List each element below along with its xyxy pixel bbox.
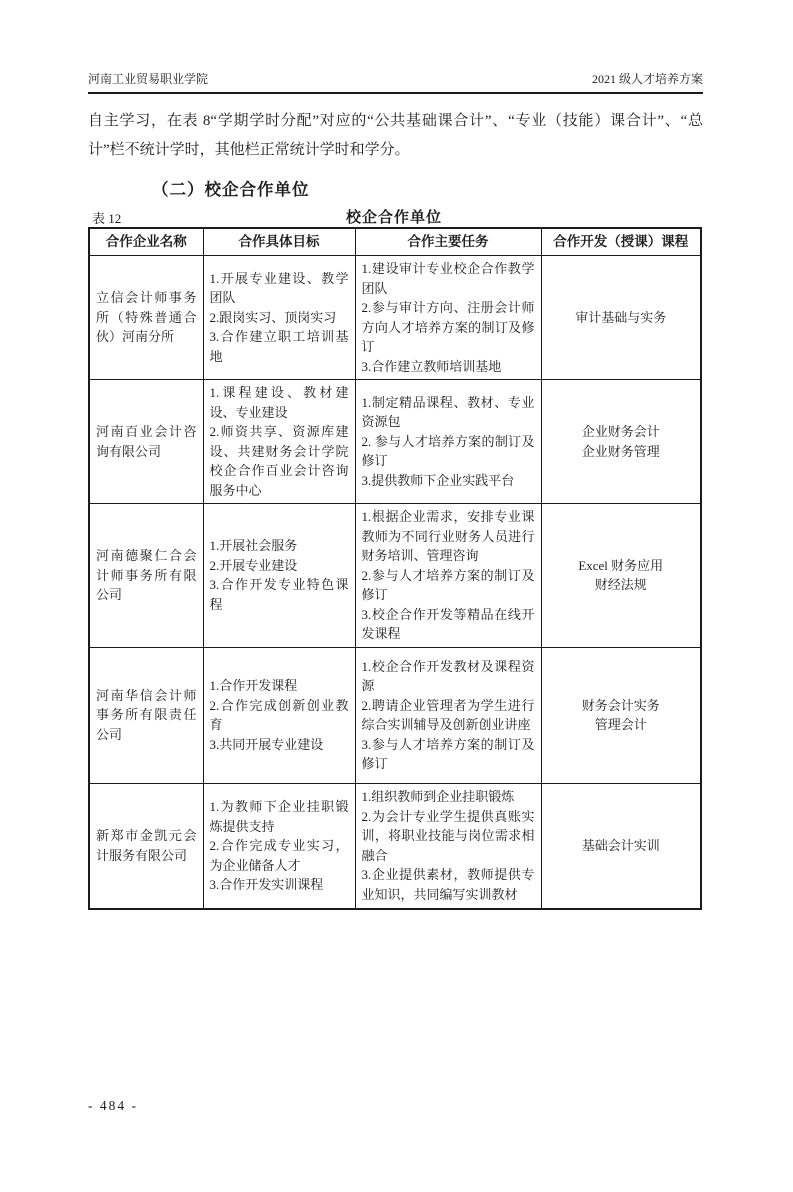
cell-text-line: 2.参与审计方向、注册会计师方向人才培养方案的制订及修订 (361, 300, 535, 354)
column-header: 合作企业名称 (89, 228, 203, 256)
cell-text-line: 2.开展专业建设 (209, 557, 298, 573)
cell-goals (203, 647, 355, 783)
cell-text-line: 基础会计实训 (581, 838, 660, 853)
cell-courses (541, 256, 701, 380)
cell-courses (541, 504, 701, 648)
cell-tasks (355, 256, 541, 380)
cell-text-line: 1.制定精品课程、教材、专业资源包 (361, 394, 535, 430)
column-header: 合作具体目标 (203, 228, 355, 256)
cell-text-line: 企业财务会计 (581, 424, 660, 439)
cell-text-line: 2.跟岗实习、顶岗实习 (209, 309, 337, 325)
cell-courses (541, 647, 701, 783)
column-header: 合作主要任务 (355, 228, 541, 256)
header-school-name: 河南工业贸易职业学院 (88, 72, 209, 86)
cell-company-name (89, 783, 203, 909)
table-row (89, 504, 701, 648)
cell-text-line: 河南华信会计师事务所有限责任公司 (96, 687, 197, 742)
cell-text-line: 3.合作开发实训课程 (209, 877, 324, 892)
cell-text-line: 3.校企合作开发等精品在线开发课程 (361, 606, 535, 641)
cell-text-line: 新郑市金凯元会计服务有限公司 (96, 828, 197, 863)
cell-text-line: 1.开展专业建设、教学团队 (209, 270, 349, 306)
cell-text-line: 1.根据企业需求，安排专业课教师为不同行业财务人员进行财务培训、管理咨询 (361, 509, 535, 563)
cell-text-line: 立信会计师事务所（特殊普通合伙）河南分所 (96, 290, 197, 345)
table-row (89, 783, 701, 909)
cell-text-line: 2.合作完成专业实习，为企业储备人才 (209, 838, 349, 873)
cell-text-line: 1.组织教师到企业挂职锻炼 (361, 789, 515, 805)
column-header: 合作开发（授课）课程 (541, 228, 701, 256)
page (0, 70, 793, 910)
cell-text-line: 河南德聚仁合会计师事务所有限公司 (96, 548, 197, 602)
cell-company-name (89, 647, 203, 783)
cell-text-line: 1.开展社会服务 (209, 538, 298, 554)
cell-company-name (89, 256, 203, 380)
cell-text-line: 财务会计实务 (581, 697, 660, 713)
cell-goals (203, 380, 355, 504)
cell-text-line: 3.参与人才培养方案的制订及修订 (361, 736, 535, 771)
cell-text-line: 1.为教师下企业挂职锻炼提供支持 (209, 799, 349, 834)
cell-text-line: 1.课程建设、教材建设、专业建设 (209, 385, 349, 420)
cell-tasks (355, 380, 541, 504)
cell-text-line: 管理会计 (594, 717, 647, 732)
table-row (89, 380, 701, 504)
table-caption-row (88, 206, 700, 226)
intro-paragraph: 自主学习，在表 8“学期学时分配”对应的“公共基础课合计”、“专业（技能）课合计”、“总计”栏不统计学时，其他栏正常统计学时和学分。 (88, 113, 703, 158)
table-row (89, 256, 701, 380)
cell-text-line: 2.师资共享、资源库建设、共建财务会计学院校企合作百业会计咨询服务中心 (209, 424, 349, 498)
cell-text-line: 企业财务管理 (581, 443, 660, 459)
table-row (89, 647, 701, 783)
cell-tasks (355, 783, 541, 909)
section-heading: （二）校企合作单位 (152, 180, 310, 199)
cell-goals (203, 783, 355, 909)
cell-text-line: 2. 参与人才培养方案的制订及修订 (361, 433, 535, 469)
cell-text-line: 审计基础与实务 (575, 309, 667, 325)
cell-text-line: 3.合作建立职工培训基地 (209, 329, 349, 364)
cell-goals (203, 256, 355, 380)
table-header-row (89, 228, 701, 256)
cell-text-line: 3.提供教师下企业实践平台 (361, 472, 515, 488)
cell-company-name (89, 504, 203, 648)
cell-text-line: 2.聘请企业管理者为学生进行综合实训辅导及创新创业讲座 (361, 697, 535, 732)
cell-text-line: 2.合作完成创新创业教育 (209, 697, 349, 732)
page-header (88, 70, 703, 94)
table-body (89, 256, 701, 910)
cell-goals (203, 504, 355, 648)
cell-company-name (89, 380, 203, 504)
page-number: - 484 - (88, 1098, 138, 1113)
cell-text-line: 2.参与人才培养方案的制订及修订 (361, 567, 535, 602)
table-number-label: 表 12 (92, 211, 122, 226)
table-title: 校企合作单位 (345, 210, 442, 226)
cell-text-line: 河南百业会计咨询有限公司 (96, 424, 197, 459)
cell-text-line: 3.企业提供素材，教师提供专业知识，共同编写实训教材 (361, 867, 535, 902)
cell-text-line: 3.合作开发专业特色课程 (209, 577, 349, 612)
cell-tasks (355, 647, 541, 783)
cell-courses (541, 380, 701, 504)
cell-text-line: 2.为会计专业学生提供真账实训，将职业技能与岗位需求相融合 (361, 808, 535, 863)
header-program-name: 2021 级人才培养方案 (591, 72, 703, 86)
cell-tasks (355, 504, 541, 648)
cell-text-line: 3.合作建立教师培训基地 (361, 358, 502, 374)
cell-text-line: Excel 财务应用 (578, 557, 664, 573)
cell-courses (541, 783, 701, 909)
cell-text-line: 1.校企合作开发教材及课程资源 (361, 658, 535, 693)
cell-text-line: 财经法规 (594, 577, 647, 593)
cell-text-line: 1.建设审计专业校企合作教学团队 (361, 261, 535, 296)
cell-text-line: 1.合作开发课程 (209, 678, 298, 693)
cell-text-line: 3.共同开展专业建设 (209, 736, 324, 752)
cooperation-table (88, 227, 702, 910)
